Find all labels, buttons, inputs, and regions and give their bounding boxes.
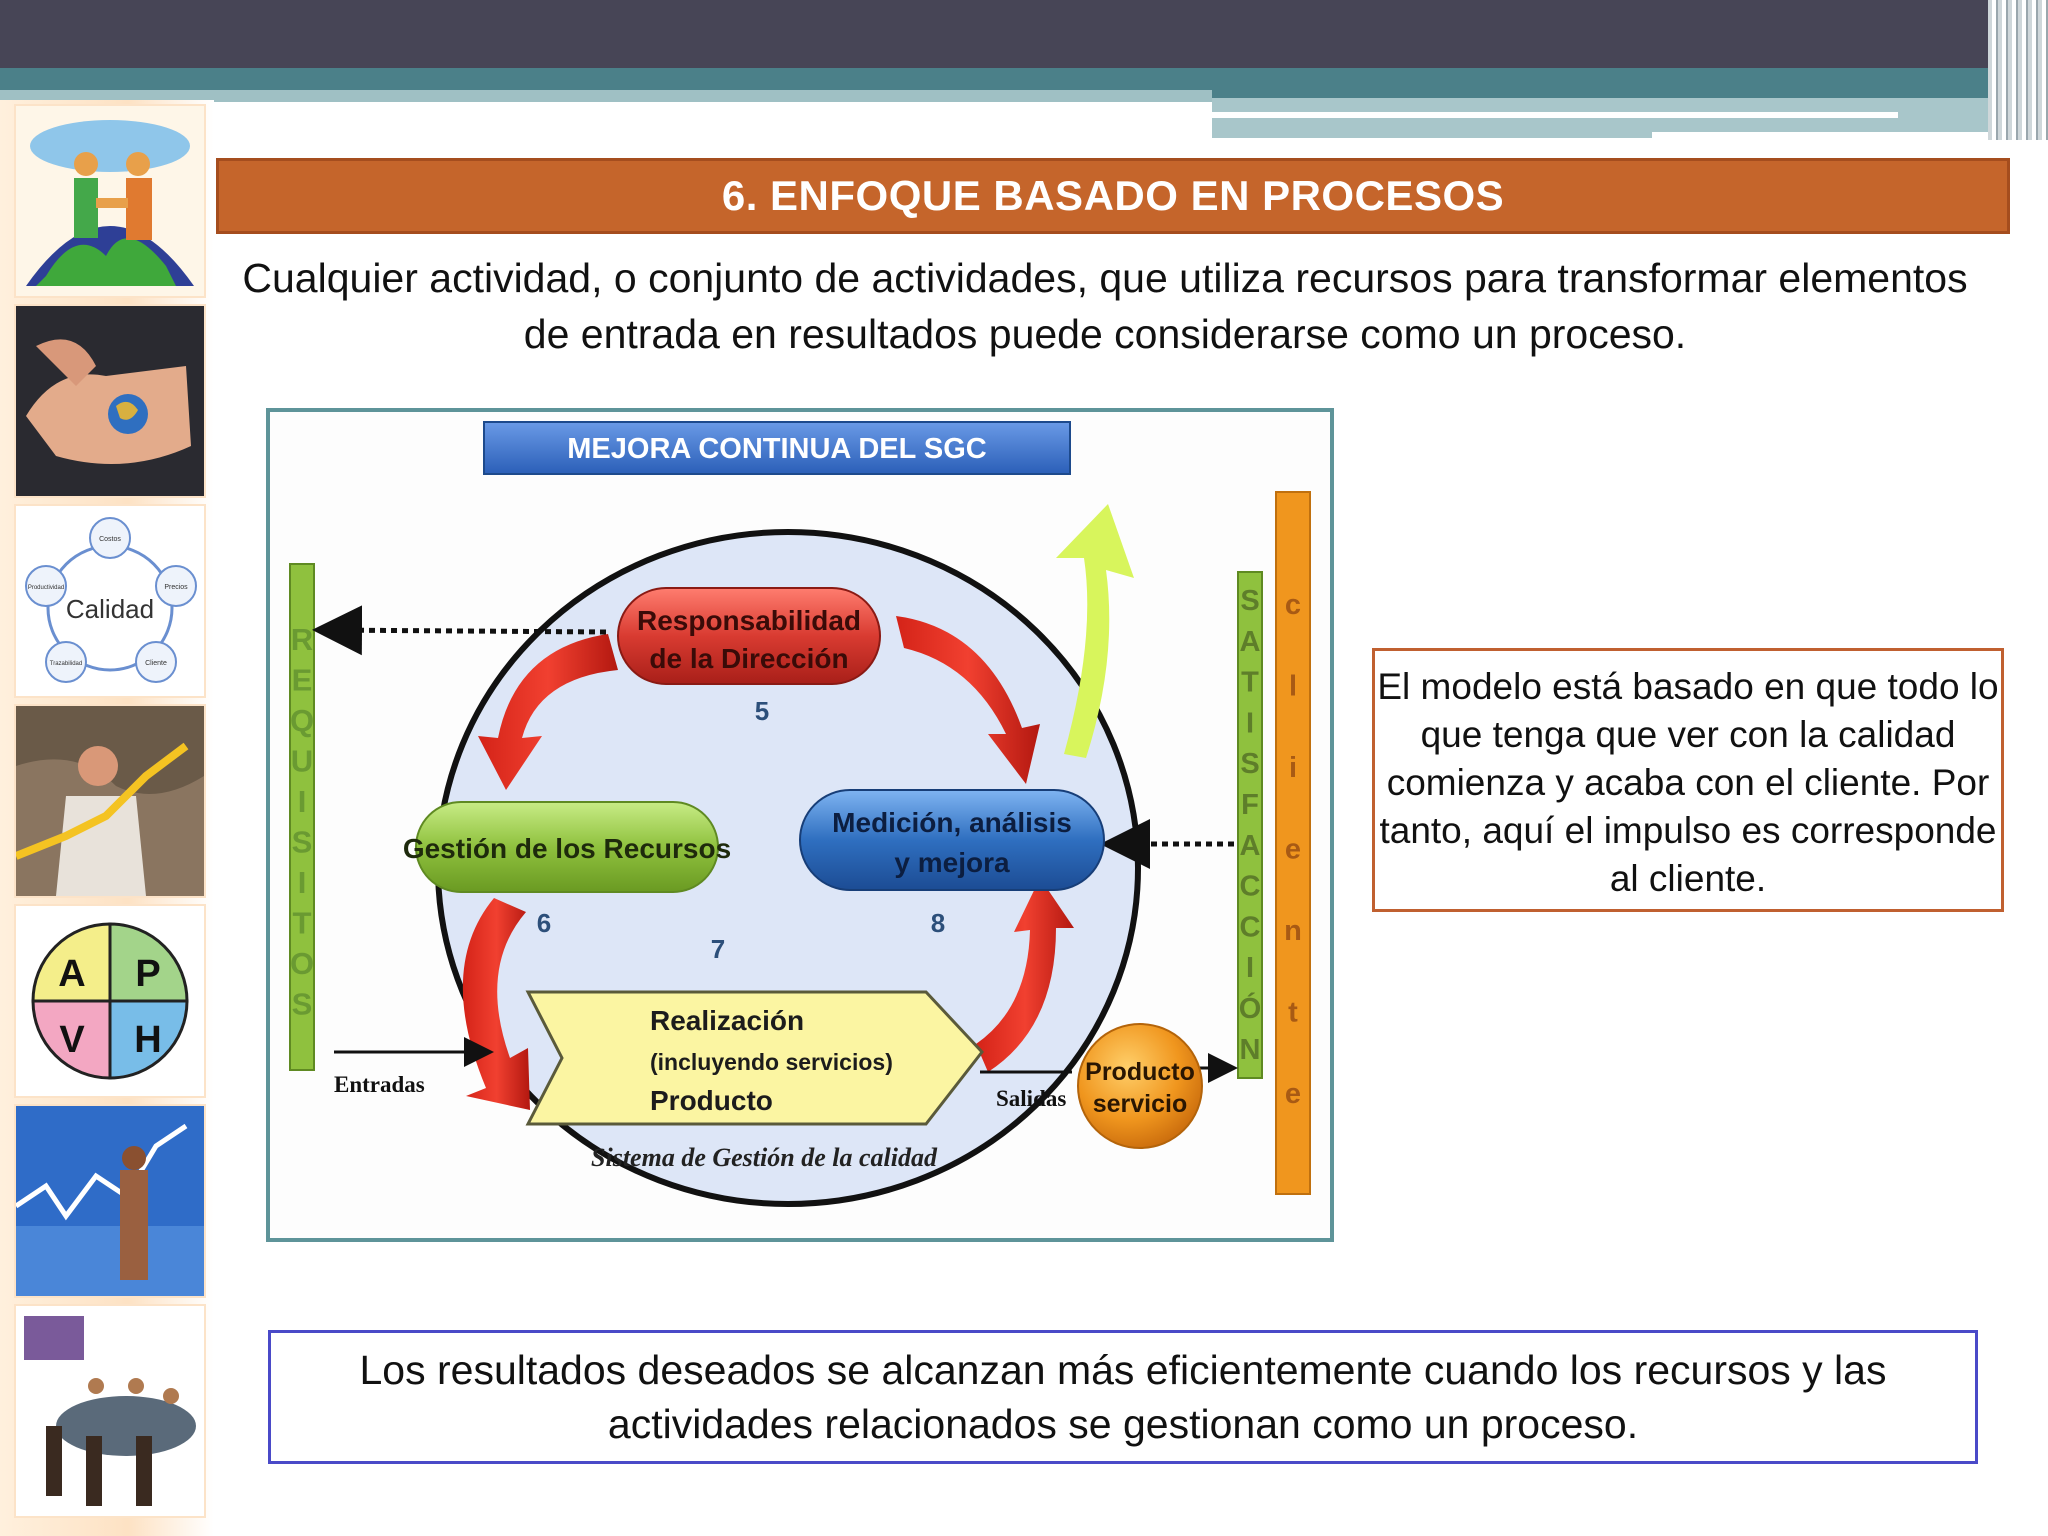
apvh-letter-p: P — [135, 953, 161, 995]
leftLetters-letter: I — [297, 865, 307, 900]
thumb-hand-globe — [14, 304, 206, 498]
rightLetters1-letter: T — [1241, 666, 1259, 699]
rightLetters1-letter: C — [1239, 870, 1261, 903]
rightLetters2-letter: t — [1288, 996, 1298, 1029]
node-responsabilidad-line2: de la Dirección — [649, 643, 849, 674]
slide-title: 6. ENFOQUE BASADO EN PROCESOS — [216, 158, 2010, 234]
thumb-apvh-cycle — [14, 904, 206, 1098]
calidad-label-precios: Precios — [164, 584, 188, 591]
header-stripes — [1988, 0, 2048, 140]
handshake-globe-icon — [16, 106, 204, 296]
header-accent-line-2 — [1652, 132, 2032, 138]
node-medicion-line1: Medición, análisis — [832, 807, 1072, 838]
apvh-letter-a: A — [58, 953, 86, 995]
node-realizacion-line3: Producto — [650, 1085, 773, 1116]
rightLetters1-letter: S — [1240, 585, 1260, 617]
rightLetters1-letter: A — [1239, 625, 1261, 658]
rightLetters2-letter: l — [1288, 670, 1298, 703]
leftLetters-letter: R — [290, 622, 314, 657]
rightLetters1-letter: Ó — [1238, 993, 1262, 1025]
rightLetters2-letter: c — [1284, 589, 1302, 621]
node-producto-line2: servicio — [1092, 1090, 1188, 1118]
node-producto-line1: Producto — [1085, 1058, 1195, 1086]
banner-label: MEJORA CONTINUA DEL SGC — [567, 433, 987, 465]
leftLetters-letter: I — [297, 784, 307, 819]
entradas-label: Entradas — [334, 1072, 425, 1097]
rightLetters1-letter: N — [1239, 1033, 1261, 1066]
thumb-handshake — [14, 104, 206, 298]
calidad-label-productividad: Productividad — [27, 585, 65, 591]
leftLetters-letter: U — [290, 743, 314, 779]
node-realizacion-line1: Realización — [650, 1005, 805, 1036]
calidad-label-costos: Costos — [99, 536, 121, 543]
node-responsabilidad-line1: Responsabilidad — [636, 605, 862, 636]
meeting-room-icon — [16, 1306, 204, 1516]
hand-globe-icon — [16, 306, 204, 496]
calidad-center-label: Calidad — [65, 594, 155, 624]
rightLetters1-letter: C — [1239, 911, 1261, 944]
thumb-man-growth-chart — [14, 1104, 206, 1298]
side-note: El modelo está basado en que todo lo que tenga que ver con la calidad comienza y acaba con el cliente. Por tanto, aquí el impulso es corresponde al cliente. — [1372, 648, 2004, 912]
rightLetters2-letter: e — [1284, 1078, 1302, 1110]
process-model-diagram — [266, 408, 1334, 1242]
bottom-note: Los resultados deseados se alcanzan más eficientemente cuando los recursos y las actividades relacionados se gestionan como un proceso. — [268, 1330, 1978, 1464]
sistema-label: Sistema de Gestión de la calidad — [591, 1143, 937, 1172]
leftLetters-letter: O — [289, 946, 315, 981]
apvh-letter-h: H — [134, 1019, 162, 1061]
apvh-cycle-icon — [16, 906, 204, 1096]
businessman-chart-icon — [16, 706, 204, 896]
thumb-calidad-cycle — [14, 504, 206, 698]
node-producto — [1078, 1024, 1202, 1148]
leftLetters-letter: S — [291, 824, 313, 860]
node-number-6: 6 — [536, 908, 552, 938]
rightLetters1-letter: F — [1241, 789, 1259, 821]
leftLetters-letter: E — [291, 662, 313, 698]
thumb-businessman-chart — [14, 704, 206, 898]
man-growth-chart-icon — [16, 1106, 204, 1296]
node-number-7: 7 — [710, 934, 726, 964]
calidad-cycle-icon — [16, 506, 204, 696]
rightLetters2-letter: n — [1284, 915, 1302, 947]
rightLetters2-letter: i — [1288, 752, 1298, 784]
rightLetters1-letter: I — [1245, 707, 1255, 740]
apvh-letter-v: V — [59, 1019, 85, 1061]
intro-text: Cualquier actividad, o conjunto de actividades, que utiliza recursos para transformar elementos de entrada en resultados puede considerarse como un proceso. — [242, 255, 1968, 357]
salidas-label: Salidas — [996, 1086, 1067, 1111]
calidad-label-trazabilidad: Trazabilidad — [49, 661, 83, 667]
rightLetters1-letter: A — [1239, 829, 1261, 862]
rightLetters1-letter: S — [1240, 748, 1260, 781]
node-number-8: 8 — [930, 908, 946, 938]
header-bar — [0, 0, 2048, 68]
leftLetters-letter: T — [292, 905, 312, 941]
node-realizacion-line2: (incluyendo servicios) — [650, 1049, 893, 1075]
rightLetters2-letter: e — [1284, 833, 1302, 866]
rightLetters1-letter: I — [1245, 952, 1255, 985]
header-accent-line — [1212, 112, 1898, 118]
leftLetters-letter: S — [291, 986, 313, 1022]
node-number-5: 5 — [754, 696, 770, 726]
node-medicion-line2: y mejora — [894, 847, 1010, 878]
node-recursos-label: Gestión de los Recursos — [402, 833, 732, 864]
leftLetters-letter: Q — [289, 703, 315, 738]
calidad-label-cliente: Cliente — [145, 660, 167, 667]
thumb-meeting-room — [14, 1304, 206, 1518]
